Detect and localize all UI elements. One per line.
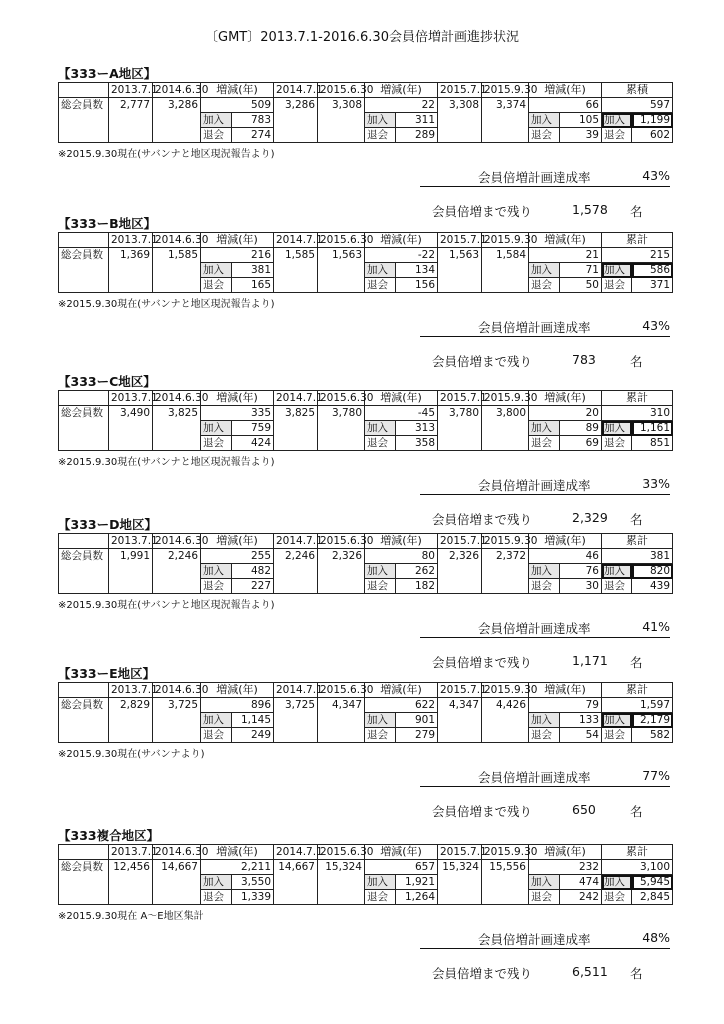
total-delta: 310	[602, 406, 673, 421]
p1-leave-label: 退会	[201, 890, 232, 905]
p2-leave: 1,264	[396, 890, 438, 905]
p3-leave: 39	[560, 128, 602, 143]
header-p3-start: 2015.7.1	[438, 845, 482, 860]
p1-start: 2,777	[109, 98, 153, 143]
p1-join: 482	[232, 564, 274, 579]
p2-end: 15,324	[318, 860, 365, 905]
region-block	[58, 216, 672, 310]
total-join-label: 加入	[602, 713, 632, 728]
region-title: 【333ーA地区】	[58, 66, 157, 81]
p3-leave: 50	[560, 278, 602, 293]
p2-start: 14,667	[274, 860, 318, 905]
p3-start: 4,347	[438, 698, 482, 743]
header-p2-start: 2014.7.1	[274, 845, 318, 860]
p3-start: 3,308	[438, 98, 482, 143]
total-leave-label: 退会	[602, 890, 632, 905]
region-table	[58, 390, 673, 451]
header-p2-delta: 増減(年)	[365, 83, 438, 98]
total-leave: 582	[632, 728, 673, 743]
p3-join-label: 加入	[529, 713, 560, 728]
p1-end: 2,246	[153, 549, 201, 594]
p2-join-label: 加入	[365, 564, 396, 579]
members-label: 総会員数	[59, 549, 109, 594]
p3-start: 15,324	[438, 860, 482, 905]
p1-join-label: 加入	[201, 421, 232, 436]
p1-end: 3,725	[153, 698, 201, 743]
p1-end: 14,667	[153, 860, 201, 905]
header-p2-end: 2015.6.30	[318, 683, 365, 698]
remain-label: 会員倍増まで残り	[432, 655, 533, 670]
remaining-to-double	[432, 802, 672, 820]
header-p1-delta: 増減(年)	[201, 391, 274, 406]
p3-join: 76	[560, 564, 602, 579]
total-leave: 439	[632, 579, 673, 594]
p2-delta: -45	[365, 406, 438, 421]
p3-start: 1,563	[438, 248, 482, 293]
p2-leave: 358	[396, 436, 438, 451]
total-join: 5,945	[632, 875, 673, 890]
region-table	[58, 82, 673, 143]
p1-delta: 335	[201, 406, 274, 421]
total-delta: 381	[602, 549, 673, 564]
header-blank	[59, 83, 109, 98]
p3-delta: 66	[529, 98, 602, 113]
remain-unit: 名	[630, 354, 643, 369]
header-p3-delta: 増減(年)	[529, 683, 602, 698]
achievement-rate	[420, 318, 670, 337]
p2-delta: 622	[365, 698, 438, 713]
p3-delta: 46	[529, 549, 602, 564]
total-join: 820	[632, 564, 673, 579]
p1-join: 381	[232, 263, 274, 278]
p3-end: 3,800	[482, 406, 529, 451]
region-title: 【333ーC地区】	[58, 374, 156, 389]
p2-leave-label: 退会	[365, 278, 396, 293]
p1-leave: 424	[232, 436, 274, 451]
rate-value: 77%	[642, 768, 670, 783]
total-leave: 2,845	[632, 890, 673, 905]
region-block	[58, 828, 672, 922]
header-p3-start: 2015.7.1	[438, 83, 482, 98]
header-p2-start: 2014.7.1	[274, 683, 318, 698]
total-leave-label: 退会	[602, 728, 632, 743]
header-p2-start: 2014.7.1	[274, 391, 318, 406]
header-p1-delta: 増減(年)	[201, 845, 274, 860]
header-p1-start: 2013.7.1	[109, 233, 153, 248]
rate-label: 会員倍増計画達成率	[478, 478, 591, 493]
p2-join: 313	[396, 421, 438, 436]
header-total: 累積	[602, 83, 673, 98]
p3-end: 2,372	[482, 549, 529, 594]
header-p2-end: 2015.6.30	[318, 233, 365, 248]
p3-leave: 54	[560, 728, 602, 743]
members-label: 総会員数	[59, 860, 109, 905]
achievement-rate	[420, 930, 670, 949]
p1-leave: 249	[232, 728, 274, 743]
region-table	[58, 844, 673, 905]
total-join: 586	[632, 263, 673, 278]
p2-join-label: 加入	[365, 263, 396, 278]
p1-join: 3,550	[232, 875, 274, 890]
p3-join-label: 加入	[529, 875, 560, 890]
achievement-rate	[420, 168, 670, 187]
remaining-to-double	[432, 964, 672, 982]
header-p1-delta: 増減(年)	[201, 683, 274, 698]
total-leave-label: 退会	[602, 579, 632, 594]
header-total: 累計	[602, 534, 673, 549]
rate-label: 会員倍増計画達成率	[478, 770, 591, 785]
rate-value: 43%	[642, 318, 670, 333]
p2-delta: -22	[365, 248, 438, 263]
header-p1-delta: 増減(年)	[201, 233, 274, 248]
region-table	[58, 232, 673, 293]
header-p3-end: 2015.9.30	[482, 233, 529, 248]
p1-start: 12,456	[109, 860, 153, 905]
p2-end: 3,308	[318, 98, 365, 143]
p3-join-label: 加入	[529, 113, 560, 128]
p2-leave: 182	[396, 579, 438, 594]
p3-delta: 20	[529, 406, 602, 421]
region-note: ※2015.9.30現在(サバンナと地区現況報告より)	[58, 149, 275, 160]
p1-join: 1,145	[232, 713, 274, 728]
p3-end: 3,374	[482, 98, 529, 143]
header-blank	[59, 534, 109, 549]
remain-label: 会員倍増まで残り	[432, 354, 533, 369]
header-p2-delta: 増減(年)	[365, 233, 438, 248]
p3-delta: 79	[529, 698, 602, 713]
p3-start: 3,780	[438, 406, 482, 451]
p3-end: 1,584	[482, 248, 529, 293]
p3-leave-label: 退会	[529, 436, 560, 451]
p3-join: 89	[560, 421, 602, 436]
rate-value: 48%	[642, 930, 670, 945]
header-p3-start: 2015.7.1	[438, 683, 482, 698]
header-p1-end: 2014.6.30	[153, 391, 201, 406]
p2-join-label: 加入	[365, 421, 396, 436]
p1-join-label: 加入	[201, 263, 232, 278]
p2-delta: 80	[365, 549, 438, 564]
header-blank	[59, 391, 109, 406]
p1-start: 1,369	[109, 248, 153, 293]
p1-leave: 274	[232, 128, 274, 143]
p1-join-label: 加入	[201, 875, 232, 890]
header-p1-end: 2014.6.30	[153, 845, 201, 860]
p2-leave: 279	[396, 728, 438, 743]
total-leave-label: 退会	[602, 436, 632, 451]
region-block	[58, 666, 672, 760]
header-total: 累計	[602, 845, 673, 860]
p1-join-label: 加入	[201, 564, 232, 579]
rate-value: 41%	[642, 619, 670, 634]
rate-value: 43%	[642, 168, 670, 183]
achievement-rate	[420, 768, 670, 787]
total-join: 1,199	[632, 113, 673, 128]
p3-leave-label: 退会	[529, 278, 560, 293]
p1-join: 759	[232, 421, 274, 436]
header-p3-end: 2015.9.30	[482, 683, 529, 698]
achievement-rate	[420, 476, 670, 495]
p2-end: 3,780	[318, 406, 365, 451]
p2-join: 262	[396, 564, 438, 579]
header-p1-start: 2013.7.1	[109, 391, 153, 406]
p2-start: 2,246	[274, 549, 318, 594]
p3-end: 4,426	[482, 698, 529, 743]
header-p1-end: 2014.6.30	[153, 233, 201, 248]
p1-leave-label: 退会	[201, 728, 232, 743]
p2-leave-label: 退会	[365, 128, 396, 143]
header-p2-delta: 増減(年)	[365, 534, 438, 549]
total-join-label: 加入	[602, 113, 632, 128]
header-p3-end: 2015.9.30	[482, 83, 529, 98]
p3-join: 71	[560, 263, 602, 278]
p1-leave-label: 退会	[201, 278, 232, 293]
remain-unit: 名	[630, 204, 643, 219]
remain-value: 650	[572, 802, 596, 817]
p3-join: 133	[560, 713, 602, 728]
region-note: ※2015.9.30現在(サバンナと地区現況報告より)	[58, 457, 275, 468]
remaining-to-double	[432, 352, 672, 370]
p1-delta: 896	[201, 698, 274, 713]
p2-delta: 657	[365, 860, 438, 875]
p3-join-label: 加入	[529, 421, 560, 436]
p1-delta: 509	[201, 98, 274, 113]
header-p3-end: 2015.9.30	[482, 845, 529, 860]
p2-end: 4,347	[318, 698, 365, 743]
p1-join: 783	[232, 113, 274, 128]
header-p2-end: 2015.6.30	[318, 391, 365, 406]
header-p2-end: 2015.6.30	[318, 845, 365, 860]
header-p2-start: 2014.7.1	[274, 534, 318, 549]
header-p3-end: 2015.9.30	[482, 391, 529, 406]
header-p3-delta: 増減(年)	[529, 845, 602, 860]
remain-label: 会員倍増まで残り	[432, 512, 533, 527]
header-p2-delta: 増減(年)	[365, 683, 438, 698]
remain-value: 2,329	[572, 510, 608, 525]
p2-delta: 22	[365, 98, 438, 113]
p2-join: 311	[396, 113, 438, 128]
p1-delta: 2,211	[201, 860, 274, 875]
rate-label: 会員倍増計画達成率	[478, 170, 591, 185]
region-block	[58, 374, 672, 468]
p3-join-label: 加入	[529, 564, 560, 579]
p1-leave: 1,339	[232, 890, 274, 905]
header-p1-start: 2013.7.1	[109, 534, 153, 549]
total-join: 2,179	[632, 713, 673, 728]
region-note: ※2015.9.30現在(サバンナと地区現況報告より)	[58, 299, 275, 310]
remain-unit: 名	[630, 966, 643, 981]
p3-join: 474	[560, 875, 602, 890]
p1-leave-label: 退会	[201, 579, 232, 594]
p1-end: 1,585	[153, 248, 201, 293]
p3-start: 2,326	[438, 549, 482, 594]
p3-leave-label: 退会	[529, 579, 560, 594]
p2-leave-label: 退会	[365, 728, 396, 743]
p3-leave-label: 退会	[529, 728, 560, 743]
p2-join: 134	[396, 263, 438, 278]
remain-unit: 名	[630, 655, 643, 670]
p1-leave: 165	[232, 278, 274, 293]
p1-delta: 216	[201, 248, 274, 263]
p1-leave: 227	[232, 579, 274, 594]
total-join: 1,161	[632, 421, 673, 436]
p3-leave: 242	[560, 890, 602, 905]
header-p2-end: 2015.6.30	[318, 83, 365, 98]
remain-label: 会員倍増まで残り	[432, 966, 533, 981]
header-p1-start: 2013.7.1	[109, 83, 153, 98]
header-p3-start: 2015.7.1	[438, 233, 482, 248]
header-p3-start: 2015.7.1	[438, 534, 482, 549]
region-title: 【333ーB地区】	[58, 216, 157, 231]
header-total: 累計	[602, 233, 673, 248]
region-title: 【333複合地区】	[58, 828, 160, 843]
header-p3-delta: 増減(年)	[529, 391, 602, 406]
p1-leave-label: 退会	[201, 436, 232, 451]
total-delta: 1,597	[602, 698, 673, 713]
members-label: 総会員数	[59, 248, 109, 293]
header-p2-start: 2014.7.1	[274, 233, 318, 248]
header-blank	[59, 845, 109, 860]
p3-leave-label: 退会	[529, 890, 560, 905]
total-delta: 597	[602, 98, 673, 113]
p2-leave-label: 退会	[365, 579, 396, 594]
p1-join-label: 加入	[201, 113, 232, 128]
rate-label: 会員倍増計画達成率	[478, 320, 591, 335]
p3-join: 105	[560, 113, 602, 128]
region-note: ※2015.9.30現在(サバンナと地区現況報告より)	[58, 600, 275, 611]
total-join-label: 加入	[602, 564, 632, 579]
header-p3-end: 2015.9.30	[482, 534, 529, 549]
total-join-label: 加入	[602, 875, 632, 890]
header-p1-start: 2013.7.1	[109, 683, 153, 698]
rate-label: 会員倍増計画達成率	[478, 621, 591, 636]
header-p3-delta: 増減(年)	[529, 83, 602, 98]
members-label: 総会員数	[59, 406, 109, 451]
rate-label: 会員倍増計画達成率	[478, 932, 591, 947]
p2-leave-label: 退会	[365, 436, 396, 451]
remain-label: 会員倍増まで残り	[432, 804, 533, 819]
achievement-rate	[420, 619, 670, 638]
p1-leave-label: 退会	[201, 128, 232, 143]
p3-leave-label: 退会	[529, 128, 560, 143]
p1-start: 3,490	[109, 406, 153, 451]
p2-start: 3,825	[274, 406, 318, 451]
members-label: 総会員数	[59, 698, 109, 743]
p1-start: 2,829	[109, 698, 153, 743]
p3-end: 15,556	[482, 860, 529, 905]
p2-leave: 289	[396, 128, 438, 143]
header-p1-end: 2014.6.30	[153, 683, 201, 698]
p3-delta: 21	[529, 248, 602, 263]
p1-delta: 255	[201, 549, 274, 564]
remain-value: 1,171	[572, 653, 608, 668]
remain-value: 6,511	[572, 964, 608, 979]
document-title: 〔GMT〕2013.7.1-2016.6.30会員倍増計画進捗状況	[205, 30, 519, 45]
p2-join-label: 加入	[365, 875, 396, 890]
header-p2-start: 2014.7.1	[274, 83, 318, 98]
region-note: ※2015.9.30現在(サバンナより)	[58, 749, 205, 760]
region-block	[58, 517, 672, 611]
header-p1-end: 2014.6.30	[153, 534, 201, 549]
total-delta: 3,100	[602, 860, 673, 875]
p2-start: 1,585	[274, 248, 318, 293]
p1-end: 3,825	[153, 406, 201, 451]
remain-value: 1,578	[572, 202, 608, 217]
region-table	[58, 533, 673, 594]
p1-start: 1,991	[109, 549, 153, 594]
header-p1-delta: 増減(年)	[201, 83, 274, 98]
remain-label: 会員倍増まで残り	[432, 204, 533, 219]
p2-start: 3,286	[274, 98, 318, 143]
p2-join-label: 加入	[365, 713, 396, 728]
header-p3-delta: 増減(年)	[529, 233, 602, 248]
region-title: 【333ーD地区】	[58, 517, 157, 532]
region-title: 【333ーE地区】	[58, 666, 156, 681]
total-join-label: 加入	[602, 421, 632, 436]
members-label: 総会員数	[59, 98, 109, 143]
header-total: 累計	[602, 683, 673, 698]
p2-join: 1,921	[396, 875, 438, 890]
total-leave: 371	[632, 278, 673, 293]
p2-leave: 156	[396, 278, 438, 293]
header-p2-delta: 増減(年)	[365, 845, 438, 860]
total-delta: 215	[602, 248, 673, 263]
header-p1-end: 2014.6.30	[153, 83, 201, 98]
total-leave: 602	[632, 128, 673, 143]
p3-leave: 69	[560, 436, 602, 451]
header-p3-start: 2015.7.1	[438, 391, 482, 406]
remain-unit: 名	[630, 512, 643, 527]
remain-unit: 名	[630, 804, 643, 819]
header-blank	[59, 683, 109, 698]
total-leave-label: 退会	[602, 128, 632, 143]
total-leave-label: 退会	[602, 278, 632, 293]
region-block	[58, 66, 672, 160]
region-note: ※2015.9.30現在 A～E地区集計	[58, 911, 204, 922]
total-leave: 851	[632, 436, 673, 451]
header-p2-delta: 増減(年)	[365, 391, 438, 406]
p2-start: 3,725	[274, 698, 318, 743]
p2-join-label: 加入	[365, 113, 396, 128]
header-p1-delta: 増減(年)	[201, 534, 274, 549]
header-p1-start: 2013.7.1	[109, 845, 153, 860]
p2-end: 1,563	[318, 248, 365, 293]
rate-value: 33%	[642, 476, 670, 491]
header-blank	[59, 233, 109, 248]
header-p3-delta: 増減(年)	[529, 534, 602, 549]
p1-end: 3,286	[153, 98, 201, 143]
p3-join-label: 加入	[529, 263, 560, 278]
total-join-label: 加入	[602, 263, 632, 278]
p3-leave: 30	[560, 579, 602, 594]
remain-value: 783	[572, 352, 596, 367]
p2-leave-label: 退会	[365, 890, 396, 905]
p2-join: 901	[396, 713, 438, 728]
header-total: 累計	[602, 391, 673, 406]
p3-delta: 232	[529, 860, 602, 875]
p1-join-label: 加入	[201, 713, 232, 728]
header-p2-end: 2015.6.30	[318, 534, 365, 549]
region-table	[58, 682, 673, 743]
p2-end: 2,326	[318, 549, 365, 594]
